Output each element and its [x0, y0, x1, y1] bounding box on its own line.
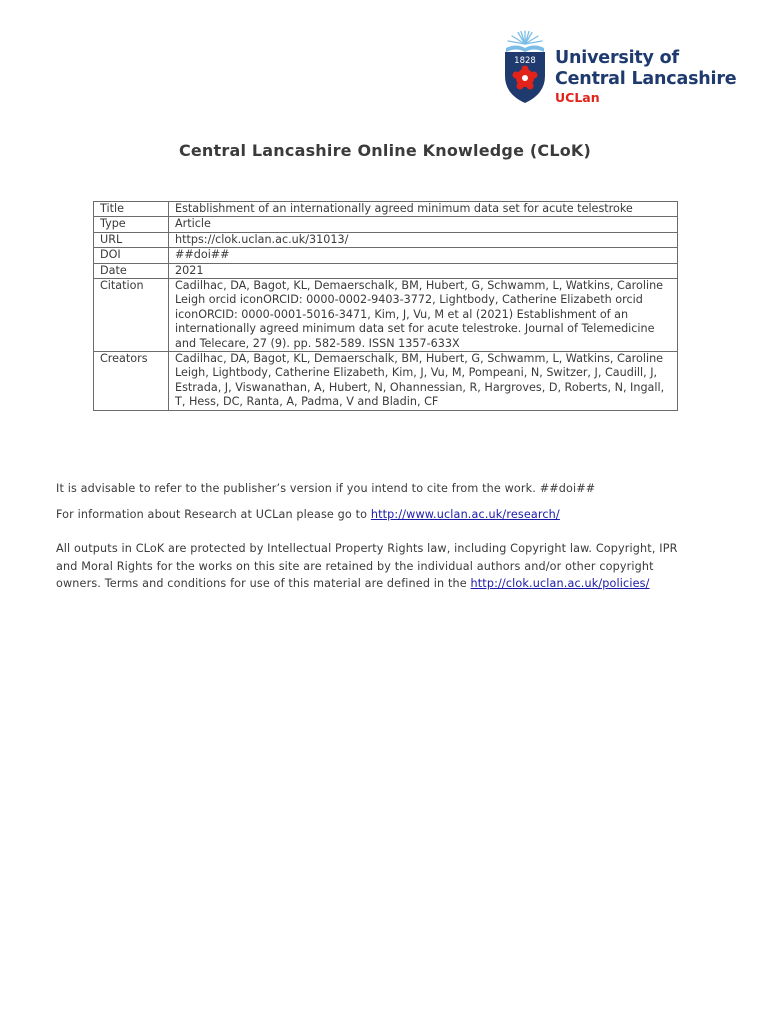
table-row: [94, 248, 678, 263]
table-row: [94, 279, 678, 352]
row-key: Citation: [94, 279, 169, 352]
row-key: Creators: [94, 352, 169, 411]
research-link[interactable]: http://www.uclan.ac.uk/research/: [370, 508, 560, 521]
uclan-crest-icon: [500, 30, 550, 105]
table-row: [94, 263, 678, 278]
crest-year: 1828: [514, 56, 536, 66]
row-value: https://clok.uclan.ac.uk/31013/: [169, 232, 678, 247]
row-key: DOI: [94, 248, 169, 263]
row-key: URL: [94, 232, 169, 247]
table-row: [94, 232, 678, 247]
page-title: Central Lancashire Online Knowledge (CLoK): [178, 141, 592, 160]
logo-university-of: University of: [555, 48, 679, 68]
row-value: Article: [169, 217, 678, 232]
advisory-note: It is advisable to refer to the publisher’s version if you intend to cite from the work. ##doi##: [56, 482, 596, 495]
logo-uclan: UCLan: [555, 90, 600, 105]
table-row: [94, 202, 678, 217]
table-row: [94, 352, 678, 411]
row-value: ##doi##: [169, 248, 678, 263]
research-text: For information about Research at UCLan please go to: [56, 508, 371, 521]
table-row: [94, 217, 678, 232]
logo-central-lancashire: Central Lancashire: [555, 69, 737, 89]
row-value: Establishment of an internationally agreed minimum data set for acute telestroke: [169, 202, 678, 217]
research-info: [56, 506, 696, 524]
row-value: 2021: [169, 263, 678, 278]
row-key: Title: [94, 202, 169, 217]
row-key: Type: [94, 217, 169, 232]
uclan-logo: [500, 30, 750, 110]
rights-text: All outputs in CLoK are protected by Intellectual Property Rights law, including Copyright law. Copyright, IPR and Moral Rights for the works on this site are retained by the individual authors and/or other copyright owners. Terms and conditions for use of this material are defined in the: [56, 542, 678, 590]
metadata-table: [93, 201, 678, 411]
policies-link[interactable]: http://clok.uclan.ac.uk/policies/: [470, 577, 650, 590]
row-value: Cadilhac, DA, Bagot, KL, Demaerschalk, BM, Hubert, G, Schwamm, L, Watkins, Caroline Leigh, Lightbody, Catherine Elizabeth, Kim, J, Vu, M, Pompeani, N, Switzer, J, Caudill, J, Estrada, J, Viswanathan, A, Hubert, N, Ohannessian, R, Hargroves, D, Roberts, N, Ingall, T, Hess, DC, Ranta, A, Padma, V and Bladin, CF: [169, 352, 678, 411]
rights-statement: [56, 540, 696, 593]
row-key: Date: [94, 263, 169, 278]
row-value: Cadilhac, DA, Bagot, KL, Demaerschalk, BM, Hubert, G, Schwamm, L, Watkins, Caroline Leigh orcid iconORCID: 0000-0002-9403-3772, Lightbody, Catherine Elizabeth orcid iconORCID: 0000-0001-5016-3471, Kim, J, Vu, M et al (2021) Establishment of an internationally agreed minimum data set for acute telestroke. Journal of Telemedicine and Telecare, 27 (9). pp. 582-589. ISSN 1357-633X: [169, 279, 678, 352]
